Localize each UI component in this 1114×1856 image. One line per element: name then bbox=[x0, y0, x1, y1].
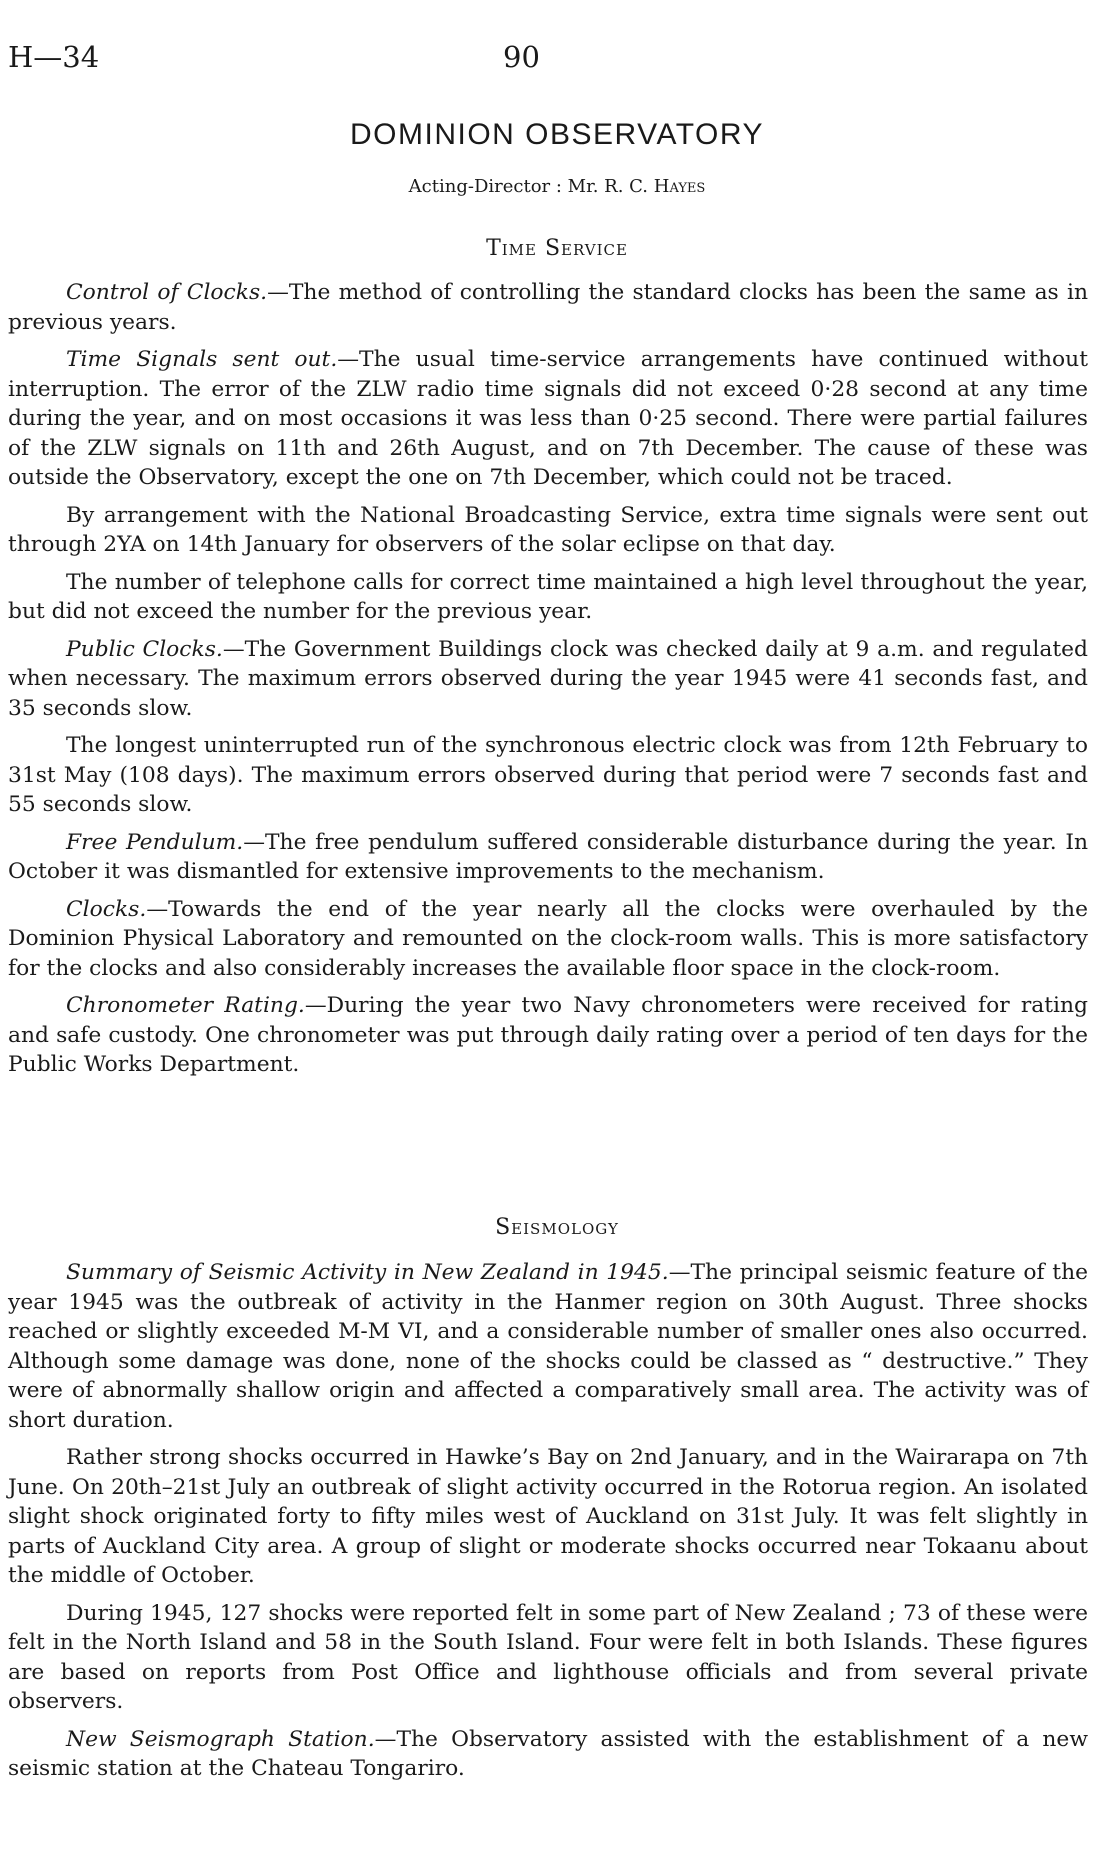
paragraph bbox=[8, 568, 1088, 627]
paragraph-text: The longest uninterrupted run of the synchronous electric clock was from 12th February to 31st May (108 days). The maximum errors observed during that period were 7 seconds fast and 55 seconds slow. bbox=[8, 733, 1088, 817]
paragraph-lead: Time Signals sent out. bbox=[66, 347, 338, 372]
paragraph bbox=[8, 1258, 1088, 1435]
section-heading-seismology: Seismology bbox=[495, 1215, 619, 1240]
director-name-prefix: Mr. R. C. bbox=[567, 176, 649, 197]
page-title: DOMINION OBSERVATORY bbox=[350, 118, 764, 151]
paragraph bbox=[8, 635, 1088, 724]
paragraph-lead: Free Pendulum. bbox=[66, 829, 244, 855]
document-reference: H—34 bbox=[8, 40, 100, 74]
paragraph-text: —The Government Buildings clock was checked daily at 9 a.m. and regulated when necessary. The maximum errors observed during the year 1945 were 41 seconds fast, and 35 seconds slow. bbox=[8, 636, 1088, 721]
paragraph-lead: Chronometer Rating. bbox=[66, 993, 305, 1018]
paragraph-text: —The principal seismic feature of the year 1945 was the outbreak of activity in the Hanmer region on 30th August. Three shocks reached or slightly exceeded M-M VI, and a considerable number of smaller ones also occurred. Although some damage was done, none of the shocks could be classed as “ destructive.” They were of abnormally shallow origin and affected a comparatively small area. The activity was of short duration. bbox=[8, 1260, 1089, 1433]
paragraph bbox=[8, 1725, 1088, 1784]
paragraph bbox=[8, 991, 1088, 1080]
paragraph-lead: Control of Clocks. bbox=[66, 280, 268, 305]
paragraph-text: —The Observatory assisted with the establishment of a new seismic station at the Chateau Tongariro. bbox=[8, 1726, 1088, 1781]
paragraph bbox=[8, 1443, 1088, 1591]
paragraph bbox=[8, 828, 1088, 887]
paragraph-text: During 1945, 127 shocks were reported felt in some part of New Zealand ; 73 of these were felt in the North Island and 58 in the South Island. Four were felt in both Islands. These figures are based on reports from Post Office and lighthouse officials and from several private observers. bbox=[8, 1600, 1088, 1714]
paragraph-text: —The free pendulum suffered considerable disturbance during the year. In October it was dismantled for extensive improvements to the mechanism. bbox=[8, 829, 1088, 884]
paragraph-text: —Towards the end of the year nearly all the clocks were overhauled by the Dominion Physical Laboratory and remounted on the clock-room walls. This is more satisfactory for the clocks and also considerably increases the available floor space in the clock-room. bbox=[8, 896, 1088, 981]
paragraph-lead: Summary of Seismic Activity in New Zealand in 1945. bbox=[66, 1260, 669, 1285]
paragraph-text: The number of telephone calls for correct time maintained a high level throughout the year, but did not exceed the number for the previous year. bbox=[8, 569, 1088, 624]
paragraph bbox=[8, 1599, 1088, 1717]
paragraph bbox=[8, 895, 1088, 984]
paragraph-lead: Public Clocks. bbox=[66, 636, 223, 662]
paragraph-lead: Clocks. bbox=[66, 896, 147, 922]
paragraph bbox=[8, 501, 1088, 560]
seismology-section bbox=[8, 1258, 1088, 1792]
paragraph bbox=[8, 731, 1088, 820]
director-line bbox=[0, 176, 1114, 197]
time-service-section bbox=[8, 278, 1088, 1088]
paragraph-text: —During the year two Navy chronometers were received for rating and safe custody. One chronometer was put through daily rating over a period of ten days for the Public Works Department. bbox=[8, 993, 1088, 1077]
paragraph bbox=[8, 345, 1088, 493]
paragraph-text: —The usual time-service arrangements have continued without interruption. The error of the ZLW radio time signals did not exceed 0·28 second at any time during the year, and on most occasions it was less than 0·25 second. There were partial failures of the ZLW signals on 11th and 26th August, and on 7th December. The cause of these was outside the Observatory, except the one on 7th December, which could not be traced. bbox=[8, 347, 1088, 490]
page-number: 90 bbox=[503, 40, 540, 74]
paragraph bbox=[8, 278, 1088, 337]
director-surname: Hayes bbox=[653, 176, 706, 197]
director-label: Acting-Director : bbox=[408, 176, 562, 197]
paragraph-text: Rather strong shocks occurred in Hawke’s Bay on 2nd January, and in the Wairarapa on 7th June. On 20th–21st July an outbreak of slight activity occurred in the Rotorua region. An isolated slight shock originated forty to fifty miles west of Auckland on 31st July. It was felt slightly in parts of Auckland City area. A group of slight or moderate shocks occurred near Tokaanu about the middle of October. bbox=[8, 1445, 1088, 1588]
paragraph-text: By arrangement with the National Broadcasting Service, extra time signals were sent out through 2YA on 14th January for observers of the solar eclipse on that day. bbox=[8, 502, 1088, 557]
section-heading-time-service: Time Service bbox=[486, 236, 628, 261]
paragraph-lead: New Seismograph Station. bbox=[66, 1726, 375, 1752]
paragraph-text: —The method of controlling the standard clocks has been the same as in previous years. bbox=[8, 280, 1088, 335]
